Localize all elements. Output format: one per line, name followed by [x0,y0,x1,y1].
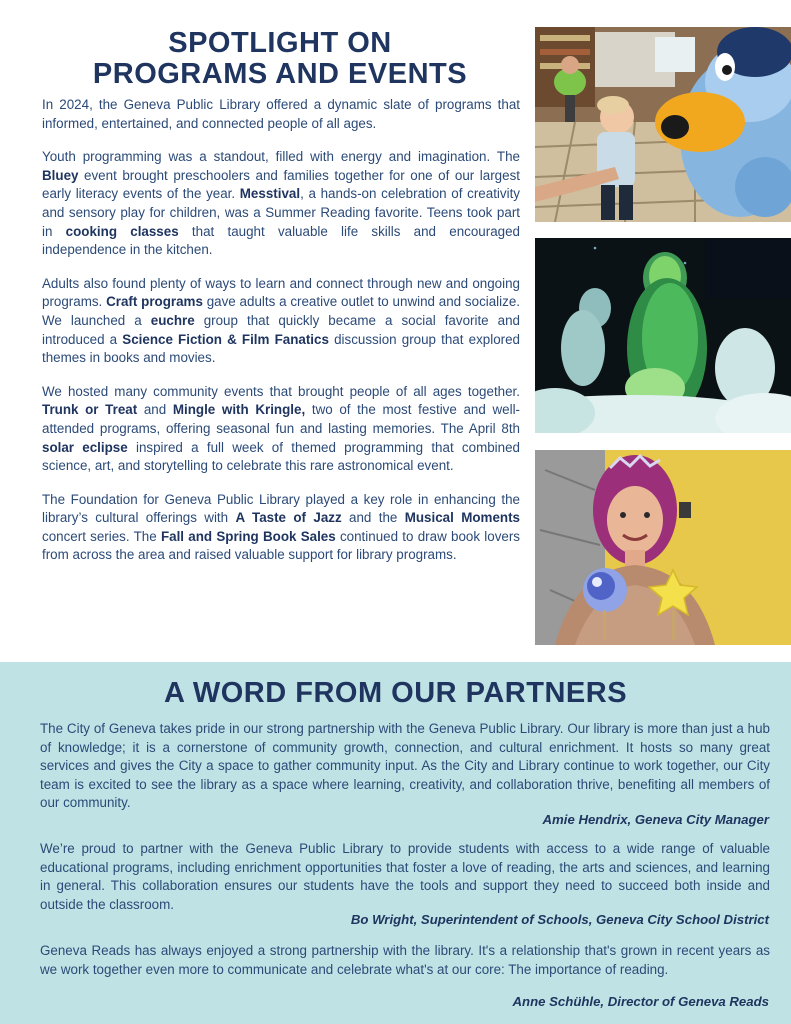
spotlight-title [40,28,520,90]
photo-bluey-event [535,27,791,222]
paragraph-adults: Adults also found plenty of ways to learn and connect through new and ongoing programs. Craft programs gave adults a creative outlet to unwind and socialize. We launched a euchre group that quickly became a social favorite and introduced a Science Fiction & Film Fanatics discussion group that explored themes in books and movies. [42,275,521,366]
partner-attribution-geneva-reads: Anne Schühle, Director of Geneva Reads [512,994,769,1009]
paragraph-intro: In 2024, the Geneva Public Library offered a dynamic slate of programs that informed, entertained, and connected people of all ages. [42,97,520,131]
photo-foam-party [535,238,791,433]
partners-title: A WORD FROM OUR PARTNERS [163,677,628,709]
spotlight-title-line1: SPOTLIGHT ON [168,27,392,59]
paragraph-community: We hosted many community events that brought people of all ages together. Trunk or Treat and Mingle with Kringle, two of the most festive and well-attended programs, offering seasonal fun and lasting memories. The April 8th solar eclipse inspired a full week of themed programming that combined science, art, and storytelling to celebrate this rare astronomical event. [42,383,520,474]
spotlight-title-line2: PROGRAMS AND EVENTS [92,58,468,90]
partner-attribution-schools: Bo Wright, Superintendent of Schools, Geneva City School District [350,912,769,927]
paragraph-youth: Youth programming was a standout, filled with energy and imagination. The Bluey event brought preschoolers and families together for one of our largest early literacy events of the year. Messtival, a hands-on celebration of creativity and sensory play for children, was a Summer Reading favorite. Teens took part in cooking classes that taught valuable life skills and encouraged independence in the kitchen. [42,149,520,258]
photo-solar-eclipse [535,450,791,645]
partner-quote-schools: We’re proud to partner with the Geneva Public Library to provide students with access to a wide range of valuable educational programs, including enrichment opportunities that foster a love of reading, the arts and sciences, and learning in general. This collaboration ensures our students have the tools and support they need to succeed both inside and outside the classroom. [40,841,770,912]
spotlight-body [42,96,520,580]
partner-attribution-city: Amie Hendrix, Geneva City Manager [542,812,769,827]
partner-quote-geneva-reads: Geneva Reads has always enjoyed a strong partnership with the library. It's a relationship that's grown in recent years as we work together even more to communicate and celebrate what's at our core: The importance of reading. [40,943,770,977]
paragraph-foundation: The Foundation for Geneva Public Library played a key role in enhancing the library’s cultural offerings with A Taste of Jazz and the Musical Moments concert series. The Fall and Spring Book Sales continued to draw book lovers from across the area and raised valuable support for library programs. [42,491,520,563]
partner-quote-city: The City of Geneva takes pride in our strong partnership with the Geneva Public Library. Our library is more than just a hub of knowledge; it is a cornerstone of community growth, connection, and cultural enrichment. It hosts so many great services and gives the City a space to gather community input. As the City and Library continue to work together, our City team is excited to see the library as a space where learning, creativity, and collaboration thrive, benefiting all members of our community. [40,721,770,811]
partners-section [0,662,791,1024]
